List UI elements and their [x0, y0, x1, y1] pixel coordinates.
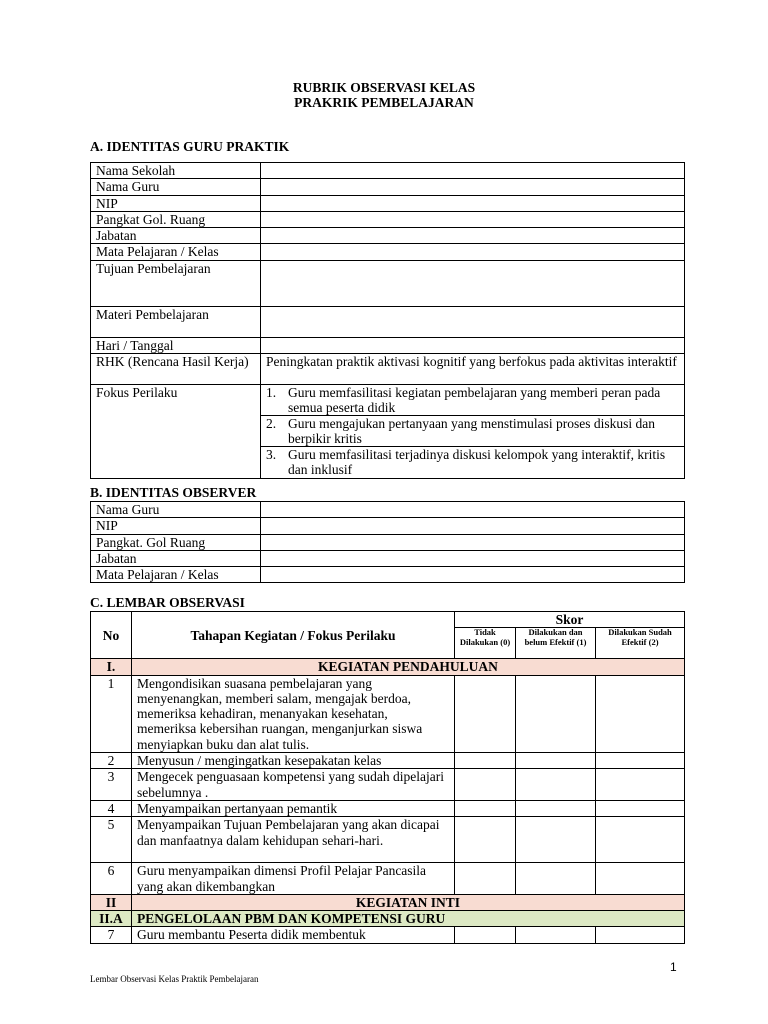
field-value[interactable]: [261, 244, 685, 260]
section-row-no: I.: [91, 659, 132, 675]
score-cell-1[interactable]: [516, 675, 596, 752]
fokus-item: [261, 415, 684, 446]
observation-table: [90, 611, 685, 944]
item-no: 4: [91, 800, 132, 816]
item-text: Menyampaikan pertanyaan pemantik: [132, 800, 455, 816]
guru-identity-table: [90, 162, 685, 479]
field-value[interactable]: [261, 567, 685, 583]
fokus-num: 3.: [266, 447, 277, 463]
fokus-num: 2.: [266, 416, 277, 432]
score-cell-0[interactable]: [455, 817, 516, 863]
field-label: Tujuan Pembelajaran: [91, 260, 261, 306]
fokus-num: 1.: [266, 385, 277, 401]
field-label: Materi Pembelajaran: [91, 306, 261, 337]
title-line-1: RUBRIK OBSERVASI KELAS: [292, 80, 476, 95]
item-no: 3: [91, 769, 132, 801]
score-cell-2[interactable]: [596, 753, 685, 769]
score-cell-1[interactable]: [516, 753, 596, 769]
item-no: 2: [91, 753, 132, 769]
field-value[interactable]: [261, 228, 685, 244]
field-label: Mata Pelajaran / Kelas: [91, 567, 261, 583]
fokus-text: Guru memfasilitasi kegiatan pembelajaran yang memberi peran pada semua peserta didik: [288, 385, 661, 416]
header-score-0: Tidak Dilakukan (0): [455, 628, 516, 659]
section-b-heading: B. IDENTITAS OBSERVER: [90, 485, 257, 500]
field-label: Jabatan: [91, 550, 261, 566]
item-no: 1: [91, 675, 132, 752]
field-value[interactable]: [261, 306, 685, 337]
title-line-2: PRAKRIK PEMBELAJARAN: [294, 95, 474, 110]
header-tahapan: Tahapan Kegiatan / Fokus Perilaku: [132, 612, 455, 659]
score-cell-1[interactable]: [516, 769, 596, 801]
section-row-no: II: [91, 894, 132, 910]
field-label: Nama Guru: [91, 179, 261, 195]
subsection-row-label: PENGELOLAAN PBM DAN KOMPETENSI GURU: [132, 911, 685, 927]
rhk-value: Peningkatan praktik aktivasi kognitif yang berfokus pada aktivitas interaktif: [261, 354, 685, 385]
score-cell-2[interactable]: [596, 675, 685, 752]
item-no: 7: [91, 927, 132, 943]
score-cell-1[interactable]: [516, 863, 596, 895]
field-value[interactable]: [261, 518, 685, 534]
header-no: No: [91, 612, 132, 659]
fokus-item: [261, 446, 684, 478]
field-label: Hari / Tanggal: [91, 337, 261, 353]
item-text: Menyusun / mengingatkan kesepakatan kelas: [132, 753, 455, 769]
score-cell-0[interactable]: [455, 675, 516, 752]
score-cell-0[interactable]: [455, 753, 516, 769]
score-cell-0[interactable]: [455, 769, 516, 801]
field-label: Pangkat Gol. Ruang: [91, 211, 261, 227]
item-no: 5: [91, 817, 132, 863]
fokus-list: [261, 385, 685, 479]
score-cell-2[interactable]: [596, 800, 685, 816]
field-value[interactable]: [261, 211, 685, 227]
score-cell-1[interactable]: [516, 817, 596, 863]
footer-text: Lembar Observasi Kelas Praktik Pembelajaran: [90, 974, 259, 984]
score-cell-1[interactable]: [516, 800, 596, 816]
field-label: Nama Guru: [91, 502, 261, 518]
item-text: Guru membantu Peserta didik membentuk: [132, 927, 455, 943]
header-score-2: Dilakukan Sudah Efektif (2): [596, 628, 685, 659]
item-text: Mengondisikan suasana pembelajaran yang menyenangkan, memberi salam, mengajak berdoa, memeriksa kehadiran, menanyakan kesehatan, memeriksa kebersihan ruangan, menganjurkan siswa menyiapkan buku dan alat tulis.: [132, 675, 455, 752]
field-value[interactable]: [261, 337, 685, 353]
field-label: Jabatan: [91, 228, 261, 244]
item-text: Menyampaikan Tujuan Pembelajaran yang akan dicapai dan manfaatnya dalam kehidupan sehari-hari.: [132, 817, 455, 863]
page-number: 1: [670, 960, 677, 974]
field-value[interactable]: [261, 534, 685, 550]
field-value[interactable]: [261, 163, 685, 179]
field-label: Pangkat. Gol Ruang: [91, 534, 261, 550]
field-label: NIP: [91, 518, 261, 534]
rhk-label: RHK (Rencana Hasil Kerja): [91, 354, 261, 385]
observer-identity-table: [90, 501, 685, 583]
item-no: 6: [91, 863, 132, 895]
field-value[interactable]: [261, 260, 685, 306]
score-cell-2[interactable]: [596, 927, 685, 943]
score-cell-2[interactable]: [596, 817, 685, 863]
field-label: Nama Sekolah: [91, 163, 261, 179]
score-cell-0[interactable]: [455, 800, 516, 816]
header-score-1: Dilakukan dan belum Efektif (1): [516, 628, 596, 659]
field-value[interactable]: [261, 179, 685, 195]
fokus-text: Guru memfasilitasi terjadinya diskusi kelompok yang interaktif, kritis dan inklusif: [288, 447, 666, 478]
field-value[interactable]: [261, 550, 685, 566]
field-value[interactable]: [261, 502, 685, 518]
field-label: NIP: [91, 195, 261, 211]
subsection-row-no: II.A: [91, 911, 132, 927]
score-cell-0[interactable]: [455, 863, 516, 895]
header-skor: Skor: [455, 612, 685, 628]
item-text: Guru menyampaikan dimensi Profil Pelajar Pancasila yang akan dikembangkan: [132, 863, 455, 895]
document-title: [0, 80, 768, 110]
section-row-label: KEGIATAN PENDAHULUAN: [132, 659, 685, 675]
field-label: Mata Pelajaran / Kelas: [91, 244, 261, 260]
item-text: Mengecek penguasaan kompetensi yang sudah dipelajari sebelumnya .: [132, 769, 455, 801]
fokus-label: Fokus Perilaku: [91, 385, 261, 479]
fokus-text: Guru mengajukan pertanyaan yang menstimulasi proses diskusi dan berpikir kritis: [288, 416, 656, 447]
field-value[interactable]: [261, 195, 685, 211]
section-row-label: KEGIATAN INTI: [132, 894, 685, 910]
score-cell-1[interactable]: [516, 927, 596, 943]
score-cell-0[interactable]: [455, 927, 516, 943]
score-cell-2[interactable]: [596, 863, 685, 895]
score-cell-2[interactable]: [596, 769, 685, 801]
section-c-heading: C. LEMBAR OBSERVASI: [90, 595, 245, 610]
fokus-item: [261, 385, 684, 415]
section-a-heading: A. IDENTITAS GURU PRAKTIK: [90, 139, 290, 154]
